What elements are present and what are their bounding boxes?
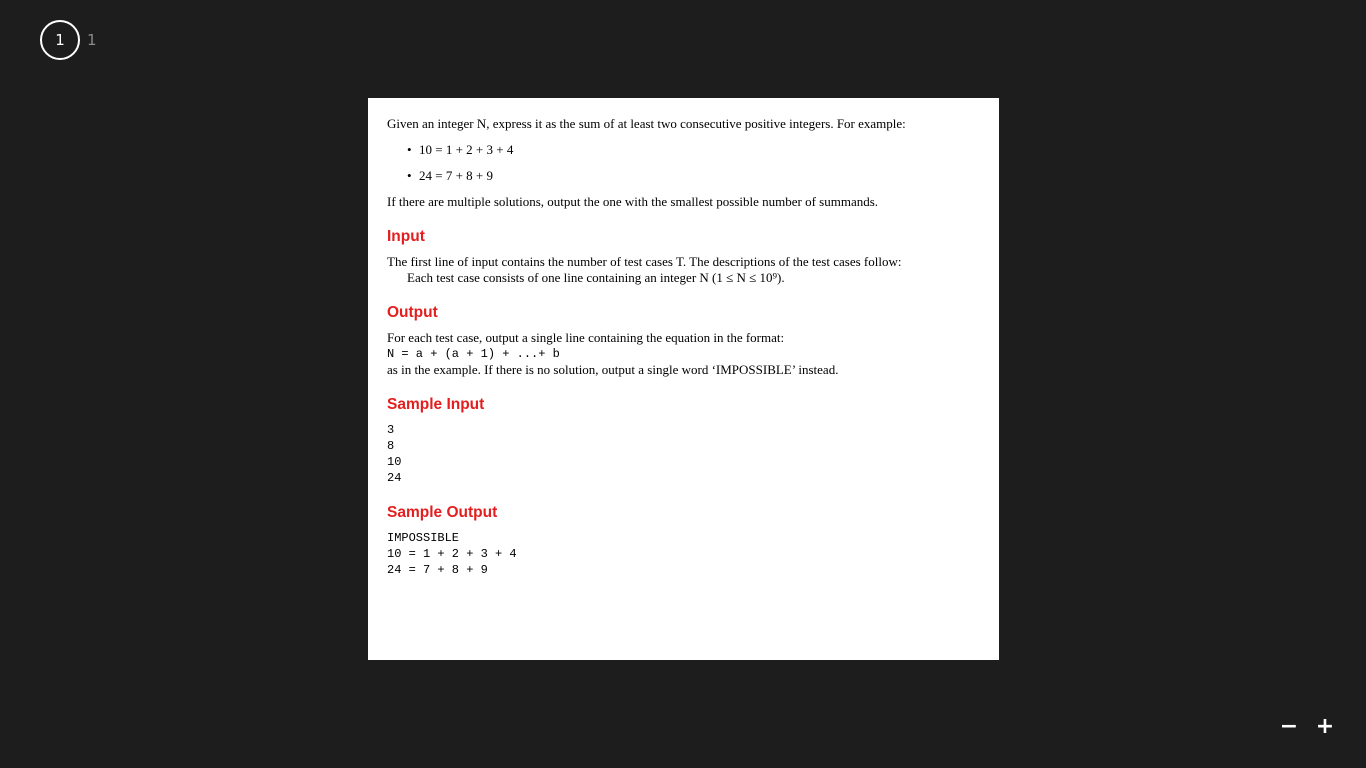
output-paragraph-line2: as in the example. If there is no solution, output a single word ‘IMPOSSIBLE’ instead. [387, 362, 839, 377]
document-page [368, 98, 999, 660]
code-line: 10 [387, 455, 402, 469]
current-page-indicator[interactable]: 1 [40, 20, 80, 60]
input-paragraph-line1: The first line of input contains the number of test cases T. The descriptions of the test cases follow: [387, 254, 902, 269]
list-item: • 10 = 1 + 2 + 3 + 4 [407, 142, 514, 157]
code-line: 24 = 7 + 8 + 9 [387, 563, 488, 577]
bullet-icon: • [407, 168, 412, 183]
list-item: • 24 = 7 + 8 + 9 [407, 168, 493, 183]
zoom-out-button[interactable]: − [1279, 714, 1299, 739]
sample-input-block [387, 422, 980, 486]
intro-paragraph: Given an integer N, express it as the sum of at least two consecutive positive integers. For example: [387, 116, 906, 131]
total-pages-label: 1 [87, 31, 97, 49]
sample-output-block [387, 530, 980, 578]
code-line: 24 [387, 471, 402, 485]
code-line: IMPOSSIBLE [387, 531, 460, 545]
input-paragraph-line2: Each test case consists of one line containing an integer N (1 ≤ N ≤ 10⁹). [407, 270, 785, 285]
output-heading: Output [387, 304, 438, 321]
code-line: 3 [387, 423, 395, 437]
zoom-in-button[interactable]: + [1315, 714, 1335, 739]
output-paragraph-line1: For each test case, output a single line containing the equation in the format: [387, 330, 785, 345]
sample-input-heading: Sample Input [387, 396, 485, 413]
input-heading: Input [387, 228, 425, 245]
multi-solutions-paragraph: If there are multiple solutions, output the one with the smallest possible number of summands. [387, 194, 879, 209]
bullet-icon: • [407, 142, 412, 157]
output-format-line: N = a + (a + 1) + ...+ b [387, 347, 560, 361]
example-list [387, 142, 980, 184]
code-line: 8 [387, 439, 395, 453]
code-line: 10 = 1 + 2 + 3 + 4 [387, 547, 517, 561]
sample-output-heading: Sample Output [387, 504, 498, 521]
